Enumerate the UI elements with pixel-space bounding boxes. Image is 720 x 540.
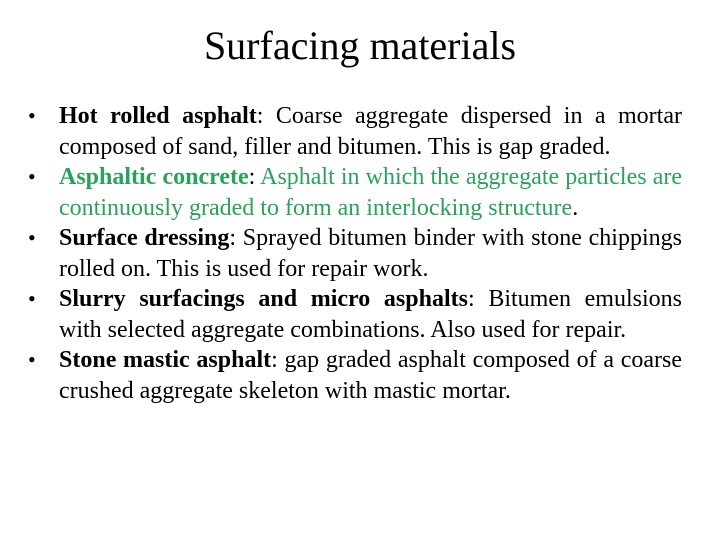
- list-item-slurry-surfacings: [28, 284, 682, 345]
- item-description: Asphalt in which the aggregate particles are continuously graded to form an interlocking structure: [59, 164, 682, 221]
- item-description: gap graded asphalt composed of a coarse crushed aggregate skeleton with mastic mortar.: [59, 347, 682, 404]
- term-separator: :: [248, 164, 256, 190]
- item-description: Coarse aggregate dispersed in a mortar composed of sand, filler and bitumen. This is gap graded.: [59, 103, 682, 160]
- term-label: Stone mastic asphalt: [59, 347, 272, 373]
- term-label: Hot rolled asphalt: [59, 103, 257, 129]
- item-description: Bitumen emulsions with selected aggregate combinations. Also used for repair.: [59, 286, 682, 343]
- item-end-punctuation: .: [572, 194, 579, 221]
- bullet-icon: •: [28, 286, 36, 311]
- list-item-surface-dressing: [28, 223, 682, 284]
- bullet-icon: •: [28, 103, 36, 128]
- term-label: Asphaltic concrete: [59, 164, 249, 190]
- term-separator: :: [229, 225, 237, 251]
- term-separator: :: [467, 286, 475, 312]
- bullet-list: [28, 101, 682, 406]
- item-description: Sprayed bitumen binder with stone chippings rolled on. This is used for repair work.: [59, 225, 682, 282]
- list-item-stone-mastic-asphalt: [28, 345, 682, 406]
- bullet-icon: •: [28, 164, 36, 189]
- slide-title: Surfacing materials: [203, 23, 517, 68]
- list-item-hot-rolled-asphalt: [28, 101, 682, 162]
- bullet-icon: •: [28, 225, 36, 250]
- term-label: Surface dressing: [59, 225, 230, 251]
- term-label: Slurry surfacings and micro asphalts: [59, 286, 468, 312]
- term-separator: :: [256, 103, 264, 129]
- bullet-icon: •: [28, 347, 36, 372]
- term-separator: :: [271, 347, 278, 373]
- list-item-asphaltic-concrete: [28, 162, 682, 223]
